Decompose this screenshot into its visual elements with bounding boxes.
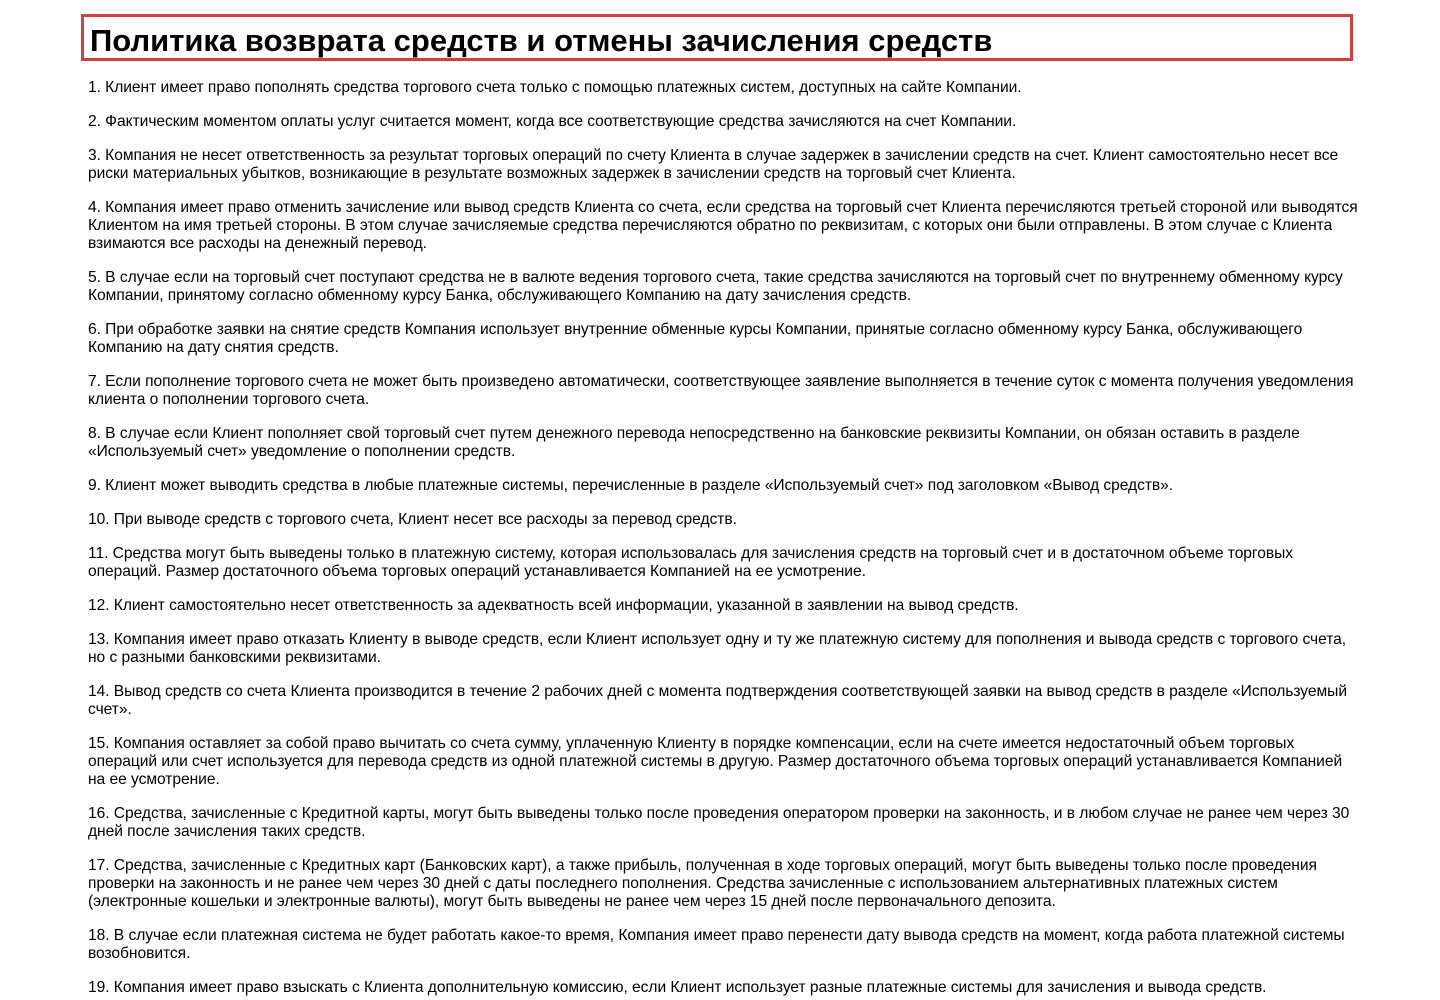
page-title: Политика возврата средств и отмены зачисления средств [90,23,993,58]
policy-paragraph-11: 11. Средства могут быть выведены только в платежную систему, которая использовалась для зачисления средств на торговый счет и в достаточном объеме торговых операций. Размер достаточного объема торговых операций устанавливается Компанией на ее усмотрение. [88,545,1293,580]
policy-paragraph-19: 19. Компания имеет право взыскать с Клиента дополнительную комиссию, если Клиент использует разные платежные системы для зачисления и вывода средств. [88,979,1267,996]
policy-paragraph-16: 16. Средства, зачисленные с Кредитной карты, могут быть выведены только после проведения оператором проверки на законность, и в любом случае не ранее чем через 30 дней после зачисления таких средств. [88,805,1350,840]
policy-paragraph-17: 17. Средства, зачисленные с Кредитных карт (Банковских карт), а также прибыль, полученная в ходе торговых операций, могут быть выведены только после проведения проверки на законность и не ранее чем через 30 дней с даты последнего пополнения. Средства зачисленные с использованием альтернативных платежных систем (электронные кошельки и электронные валюты), могут быть выведены не ранее чем через 15 дней после первоначального депозита. [88,857,1317,910]
policy-paragraph-14: 14. Вывод средств со счета Клиента производится в течение 2 рабочих дней с момента подтверждения соответствующей заявки на вывод средств в разделе «Используемый счет». [88,683,1347,718]
policy-paragraph-18: 18. В случае если платежная система не будет работать какое-то время, Компания имеет право перенести дату вывода средств на момент, когда работа платежной системы возобновится. [88,927,1345,962]
policy-paragraph-1: 1. Клиент имеет право пополнять средства торгового счета только с помощью платежных систем, доступных на сайте Компании. [88,79,1022,96]
policy-paragraph-6: 6. При обработке заявки на снятие средств Компания использует внутренние обменные курсы Компании, принятые согласно обменному курсу Банка, обслуживающего Компанию на дату снятия средств. [88,321,1303,356]
policy-paragraph-5: 5. В случае если на торговый счет поступают средства не в валюте ведения торгового счета, такие средства зачисляются на торговый счет по внутреннему обменному курсу Компании, принятому согласно обменному курсу Банка, обслуживающего Компанию на дату зачисления средств. [88,269,1343,304]
policy-paragraph-8: 8. В случае если Клиент пополняет свой торговый счет путем денежного перевода непосредственно на банковские реквизиты Компании, он обязан оставить в разделе «Используемый счет» уведомление о пополнении средств. [88,425,1300,460]
policy-paragraph-4: 4. Компания имеет право отменить зачисление или вывод средств Клиента со счета, если средства на торговый счет Клиента перечисляются третьей стороной или выводятся Клиентом на имя третьей стороны. В этом случае зачисляемые средства перечисляются обратно по реквизитам, с которых они были отправлены. В этом случае с Клиента взимаются все расходы на денежный перевод. [88,199,1358,252]
title-frame [81,14,1353,61]
policy-paragraph-10: 10. При выводе средств с торгового счета, Клиент несет все расходы за перевод средств. [88,511,737,528]
policy-paragraph-15: 15. Компания оставляет за собой право вычитать со счета сумму, уплаченную Клиенту в порядке компенсации, если на счете имеется недостаточный объем торговых операций или счет используется для перевода средств из одной платежной системы в другую. Размер достаточного объема торговых операций устанавливается Компанией на ее усмотрение. [88,735,1343,788]
policy-paragraph-9: 9. Клиент может выводить средства в любые платежные системы, перечисленные в разделе «Используемый счет» под заголовком «Вывод средств». [88,477,1174,494]
policy-paragraph-12: 12. Клиент самостоятельно несет ответственность за адекватность всей информации, указанной в заявлении на вывод средств. [88,597,1019,614]
policy-paragraph-7: 7. Если пополнение торгового счета не может быть произведено автоматически, соответствующее заявление выполняется в течение суток с момента получения уведомления клиента о пополнении торгового счета. [88,373,1354,408]
policy-paragraph-13: 13. Компания имеет право отказать Клиенту в выводе средств, если Клиент использует одну и ту же платежную систему для пополнения и вывода средств с торгового счета, но с разными банковскими реквизитами. [88,631,1347,666]
policy-paragraph-list [88,79,1358,1000]
policy-paragraph-2: 2. Фактическим моментом оплаты услуг считается момент, когда все соответствующие средства зачисляются на счет Компании. [88,113,1017,130]
policy-paragraph-3: 3. Компания не несет ответственность за результат торговых операций по счету Клиента в случае задержек в зачислении средств на счет. Клиент самостоятельно несет все риски материальных убытков, возникающие в результате возможных задержек в зачислении средств на торговый счет Клиента. [88,147,1339,182]
